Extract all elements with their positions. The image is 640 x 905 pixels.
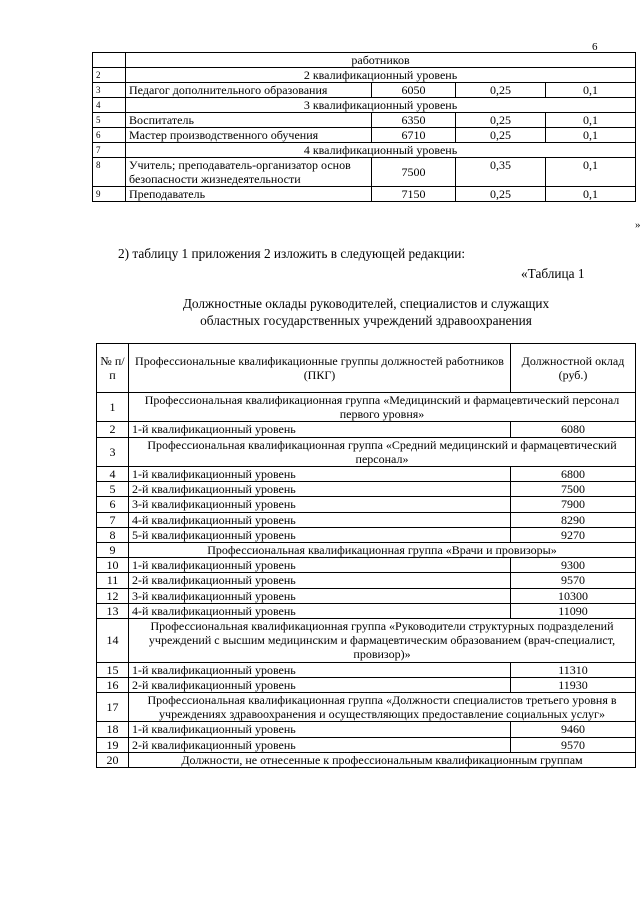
row-number: 12 <box>97 588 129 603</box>
level-name: 1-й квалификационный уровень <box>129 422 511 437</box>
salary-value: 9300 <box>511 558 636 573</box>
level-name: 5-й квалификационный уровень <box>129 527 511 542</box>
salary-value: 7150 <box>372 187 456 202</box>
salary-value: 9570 <box>511 737 636 752</box>
row-number: 8 <box>93 158 126 187</box>
position-name: Мастер производственного обучения <box>126 128 372 143</box>
row-number: 15 <box>97 662 129 677</box>
group-label: Профессиональная квалификационная группа «Медицинский и фармацевтический персонал первого уровня» <box>129 393 636 422</box>
level-name: 1-й квалификационный уровень <box>129 467 511 482</box>
header-num: № п/п <box>97 344 129 393</box>
table-row <box>93 113 636 128</box>
previous-table <box>92 52 636 202</box>
row-number: 3 <box>97 437 129 466</box>
row-number: 1 <box>97 393 129 422</box>
row-number: 2 <box>93 68 126 83</box>
group-label: Должности, не отнесенные к профессиональным квалификационным группам <box>129 752 636 767</box>
table-row <box>97 543 636 558</box>
coefficient-1: 0,35 <box>456 158 546 187</box>
row-number: 5 <box>97 482 129 497</box>
heading-line-2: областных государственных учреждений здравоохранения <box>200 313 532 328</box>
salary-value: 6350 <box>372 113 456 128</box>
level-name: 1-й квалификационный уровень <box>129 722 511 737</box>
row-number: 10 <box>97 558 129 573</box>
position-name: Учитель; преподаватель-организатор основ безопасности жизнедеятельности <box>126 158 372 187</box>
salary-value: 9270 <box>511 527 636 542</box>
salary-value: 6800 <box>511 467 636 482</box>
level-name: 1-й квалификационный уровень <box>129 558 511 573</box>
salary-value: 9460 <box>511 722 636 737</box>
salary-value: 7500 <box>511 482 636 497</box>
heading-line-1: Должностные оклады руководителей, специалистов и служащих <box>182 296 550 311</box>
table-row <box>93 158 636 187</box>
coefficient-1: 0,25 <box>456 83 546 98</box>
table-row <box>97 619 636 663</box>
table-row <box>93 128 636 143</box>
level-name: 4-й квалификационный уровень <box>129 603 511 618</box>
salary-value: 8290 <box>511 512 636 527</box>
coefficient-2: 0,1 <box>546 83 636 98</box>
table-row <box>93 98 636 113</box>
group-label: Профессиональная квалификационная группа «Врачи и провизоры» <box>129 543 636 558</box>
salary-table <box>96 343 636 768</box>
position-name: Преподаватель <box>126 187 372 202</box>
table-row <box>97 527 636 542</box>
row-number: 9 <box>97 543 129 558</box>
table-row <box>97 393 636 422</box>
table-heading <box>100 295 632 329</box>
row-number: 4 <box>97 467 129 482</box>
salary-value: 6050 <box>372 83 456 98</box>
header-name: Профессиональные квалификационные группы должностей работников (ПКГ) <box>129 344 511 393</box>
table-row <box>97 588 636 603</box>
coefficient-1: 0,25 <box>456 113 546 128</box>
salary-value: 6080 <box>511 422 636 437</box>
group-label: Профессиональная квалификационная группа «Руководители структурных подразделений учреждений с высшим медицинским и фармацевтическим образованием (врач-специалист, провизор)» <box>129 619 636 663</box>
coefficient-1: 0,25 <box>456 128 546 143</box>
table-row <box>93 53 636 68</box>
row-number: 7 <box>93 143 126 158</box>
level-name: 2-й квалификационный уровень <box>129 677 511 692</box>
row-number: 13 <box>97 603 129 618</box>
closing-quote: » <box>635 219 640 231</box>
position-name: Воспитатель <box>126 113 372 128</box>
row-number: 14 <box>97 619 129 663</box>
salary-value: 11090 <box>511 603 636 618</box>
salary-value: 10300 <box>511 588 636 603</box>
group-label: 4 квалификационный уровень <box>126 143 636 158</box>
table-row <box>97 558 636 573</box>
row-number: 7 <box>97 512 129 527</box>
row-number: 11 <box>97 573 129 588</box>
level-name: 3-й квалификационный уровень <box>129 588 511 603</box>
level-name: 2-й квалификационный уровень <box>129 737 511 752</box>
level-name: 4-й квалификационный уровень <box>129 512 511 527</box>
level-name: 3-й квалификационный уровень <box>129 497 511 512</box>
row-number: 18 <box>97 722 129 737</box>
salary-value: 7900 <box>511 497 636 512</box>
level-name: 2-й квалификационный уровень <box>129 482 511 497</box>
table-row <box>97 573 636 588</box>
row-number: 20 <box>97 752 129 767</box>
table-row <box>97 422 636 437</box>
row-number: 2 <box>97 422 129 437</box>
table-row <box>97 662 636 677</box>
row-number: 16 <box>97 677 129 692</box>
row-number: 5 <box>93 113 126 128</box>
table-row <box>97 437 636 466</box>
row-number <box>93 53 126 68</box>
group-label: Профессиональная квалификационная группа «Должности специалистов третьего уровня в учреждениях здравоохранения и осуществляющих предоставление социальных услуг» <box>129 693 636 722</box>
table-row <box>97 512 636 527</box>
row-number: 17 <box>97 693 129 722</box>
table-row <box>93 83 636 98</box>
table-row <box>97 677 636 692</box>
header-salary: Должностной оклад (руб.) <box>511 344 636 393</box>
table-row <box>97 752 636 767</box>
position-name: Педагог дополнительного образования <box>126 83 372 98</box>
group-label: работников <box>126 53 636 68</box>
table-row <box>93 187 636 202</box>
row-number: 6 <box>93 128 126 143</box>
coefficient-2: 0,1 <box>546 128 636 143</box>
level-name: 2-й квалификационный уровень <box>129 573 511 588</box>
table-row <box>97 737 636 752</box>
table-label: «Таблица 1 <box>521 266 585 281</box>
row-number: 3 <box>93 83 126 98</box>
table-row <box>97 497 636 512</box>
page-number: 6 <box>592 41 598 53</box>
coefficient-2: 0,1 <box>546 187 636 202</box>
salary-value: 6710 <box>372 128 456 143</box>
table-row <box>97 467 636 482</box>
row-number: 4 <box>93 98 126 113</box>
row-number: 6 <box>97 497 129 512</box>
coefficient-1: 0,25 <box>456 187 546 202</box>
row-number: 19 <box>97 737 129 752</box>
table-row <box>93 143 636 158</box>
salary-value: 11310 <box>511 662 636 677</box>
group-label: 2 квалификационный уровень <box>126 68 636 83</box>
salary-value: 7500 <box>372 158 456 187</box>
group-label: 3 квалификационный уровень <box>126 98 636 113</box>
table-header-row <box>97 344 636 393</box>
table-row <box>97 482 636 497</box>
salary-value: 11930 <box>511 677 636 692</box>
table-row <box>97 693 636 722</box>
group-label: Профессиональная квалификационная группа «Средний медицинский и фармацевтический персонал» <box>129 437 636 466</box>
level-name: 1-й квалификационный уровень <box>129 662 511 677</box>
row-number: 9 <box>93 187 126 202</box>
salary-value: 9570 <box>511 573 636 588</box>
table-row <box>97 722 636 737</box>
table-row <box>93 68 636 83</box>
amendment-paragraph: 2) таблицу 1 приложения 2 изложить в следующей редакции: <box>118 246 466 261</box>
coefficient-2: 0,1 <box>546 113 636 128</box>
row-number: 8 <box>97 527 129 542</box>
table-row <box>97 603 636 618</box>
coefficient-2: 0,1 <box>546 158 636 187</box>
